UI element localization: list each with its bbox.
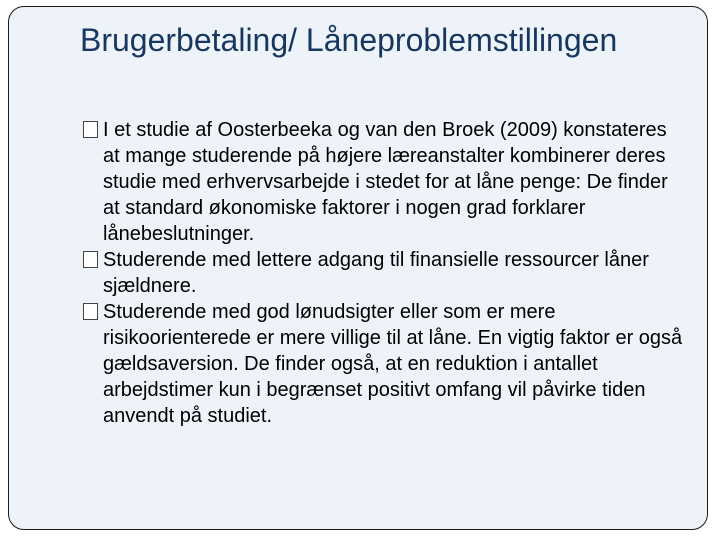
bullet-text: Studerende med lettere adgang til finansielle ressourcer låner sjældnere. xyxy=(103,249,649,297)
hollow-square-icon xyxy=(83,303,98,320)
hollow-square-icon xyxy=(83,251,98,268)
bullet-item xyxy=(83,117,683,247)
bullet-text: I et studie af Oosterbeeka og van den Broek (2009) konstateres at mange studerende på højere læreanstalter kombinerer deres studie med erhvervsarbejde i stedet for at låne penge: De finder at standard økonomiske faktorer i nogen grad forklarer lånebeslutninger. xyxy=(103,119,668,245)
bullet-item xyxy=(83,247,683,299)
hollow-square-icon xyxy=(83,121,98,138)
slide-title: Brugerbetaling/ Låneproblemstillingen xyxy=(80,22,618,58)
bullet-list xyxy=(83,117,683,429)
bullet-text: Studerende med god lønudsigter eller som er mere risikoorienterede er mere villige til at låne. En vigtig faktor er også gældsaversion. De finder også, at en reduktion i antallet arbejdstimer kun i begrænset positivt omfang vil påvirke tiden anvendt på studiet. xyxy=(103,301,683,427)
bullet-item xyxy=(83,299,683,429)
